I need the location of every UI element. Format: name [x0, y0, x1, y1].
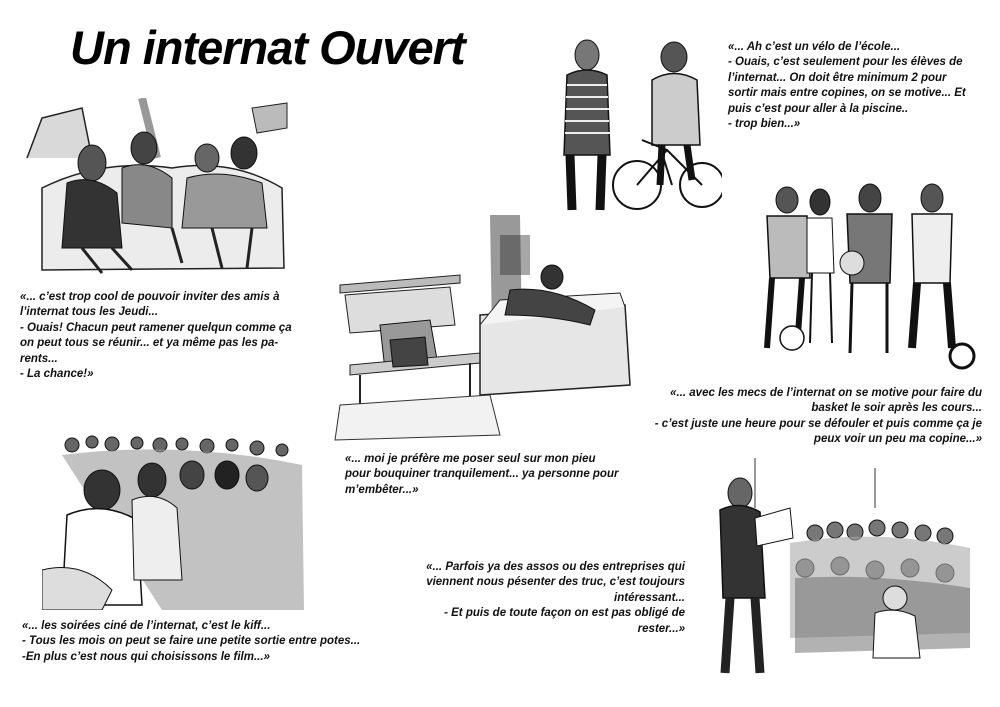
basket-caption: «... avec les mecs de l’internat on se motive pour faire du basket le soir après les cours... - c’est juste une heure pour se défouler et puis comme ça je peux voir un peu ma copine...»	[654, 387, 982, 446]
basketball-players-sketch	[752, 178, 980, 373]
page-title: Un internat Ouvert	[70, 21, 465, 74]
bicycle-girls-sketch	[552, 35, 722, 213]
talk-caption: «... Parfois ya des assos ou des entreprises qui viennent nous pésenter des truc, c’est toujours intéressant... - Et puis de toute façon on est pas obligé de rester...»	[426, 561, 685, 635]
sofa-friends-sketch	[22, 98, 292, 278]
cinema-caption: «... les soirées ciné de l’internat, c’est le kiff... - Tous les mois on peut se faire une petite sortie entre potes... -En plus c’est nous qui choisissons le film...»	[22, 620, 361, 663]
cinema-audience-sketch	[42, 430, 307, 610]
dorm-room-sketch	[330, 215, 635, 443]
bike-caption: «... Ah c’est un vélo de l’école... - Ouais, c’est seulement pour les élèves de l’internat... On doit être minimum 2 pour sortir mais entre copines, on se motive... Et puis c’est pour aller à la piscine.. - trop bien...»	[728, 41, 966, 131]
presentation-audience-sketch	[695, 448, 980, 686]
friends-caption: «... c’est trop cool de pouvoir inviter des amis à l’internat tous les Jeudi... - Ouais! Chacun peut ramener quelqun comme ça on peut tous se réunir... et ya même pas les pa- rents... - La chance!»	[20, 291, 292, 381]
room-caption: «... moi je préfère me poser seul sur mon pieu pour bouquiner tranquilement... ya personne pour m’embêter...»	[345, 453, 619, 496]
